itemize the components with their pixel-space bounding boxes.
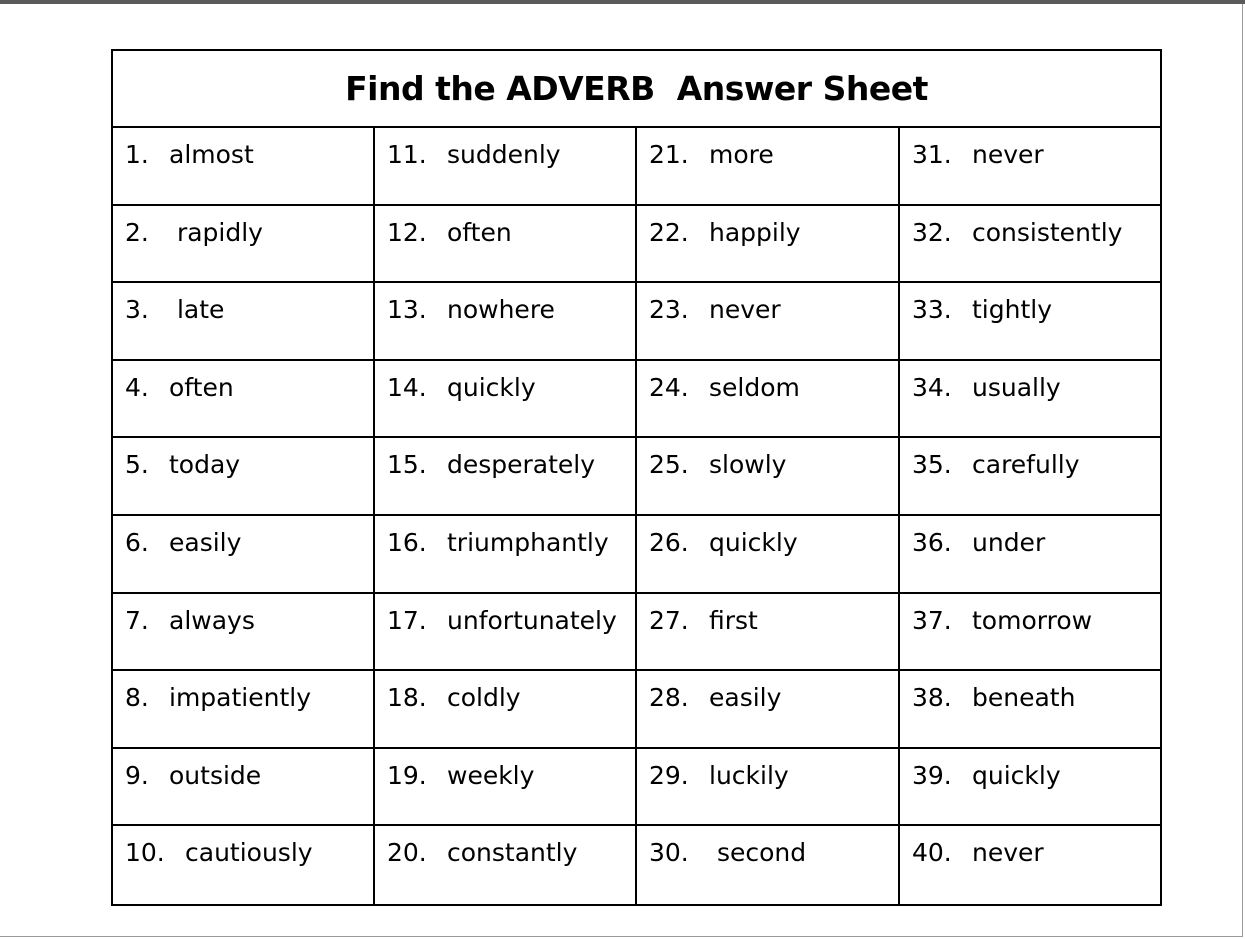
answer-number: 18. — [387, 683, 427, 713]
answer-cell — [900, 361, 1160, 439]
answer-number: 37. — [912, 605, 952, 635]
answer-cell — [637, 206, 900, 284]
answer-word: today — [169, 450, 241, 480]
answer-word: first — [709, 605, 758, 635]
answer-word: unfortunately — [447, 605, 617, 635]
answer-word: happily — [709, 217, 801, 247]
answer-number: 1. — [125, 140, 149, 169]
answer-number: 24. — [649, 372, 689, 402]
answer-number: 3. — [125, 295, 149, 325]
answer-cell — [375, 206, 637, 284]
answer-word: rapidly — [169, 217, 263, 247]
answer-cell — [113, 671, 375, 749]
answer-number: 15. — [387, 450, 427, 480]
answer-cell — [113, 438, 375, 516]
answer-number: 19. — [387, 760, 427, 790]
answer-word: impatiently — [169, 683, 312, 713]
answer-word: beneath — [972, 683, 1076, 713]
answer-number: 34. — [912, 372, 952, 402]
answer-word: quickly — [447, 372, 536, 402]
answer-word: outside — [169, 760, 262, 790]
answer-cell — [900, 283, 1160, 361]
answer-cell — [113, 826, 375, 904]
answer-cell — [637, 438, 900, 516]
answer-cell — [637, 128, 900, 206]
answer-word: quickly — [972, 760, 1061, 790]
answer-number: 26. — [649, 527, 689, 557]
answer-number: 2. — [125, 217, 149, 247]
answer-cell — [375, 594, 637, 672]
answer-cell — [375, 283, 637, 361]
answer-cell — [637, 283, 900, 361]
answer-cell — [637, 361, 900, 439]
answer-cell — [113, 128, 375, 206]
answer-number: 23. — [649, 295, 689, 325]
answer-number: 11. — [387, 140, 427, 169]
answer-word: never — [972, 140, 1044, 169]
answer-number: 33. — [912, 295, 952, 325]
answer-cell — [113, 749, 375, 827]
answer-cell — [375, 671, 637, 749]
answer-word: slowly — [709, 450, 787, 480]
answer-cell — [113, 594, 375, 672]
answer-word: nowhere — [447, 295, 555, 325]
answer-number: 20. — [387, 838, 427, 868]
answer-number: 32. — [912, 217, 952, 247]
answer-word: never — [709, 295, 781, 325]
answer-cell — [637, 826, 900, 904]
answer-number: 39. — [912, 760, 952, 790]
answer-cell — [375, 128, 637, 206]
answer-word: never — [972, 838, 1044, 868]
answer-cell — [375, 438, 637, 516]
answer-word: suddenly — [447, 140, 561, 169]
answer-cell — [900, 516, 1160, 594]
answer-word: tomorrow — [972, 605, 1093, 635]
title-row — [113, 51, 1160, 128]
answer-word: coldly — [447, 683, 521, 713]
answer-word: consistently — [972, 217, 1123, 247]
answer-number: 6. — [125, 527, 149, 557]
answer-word: quickly — [709, 527, 798, 557]
answer-number: 17. — [387, 605, 427, 635]
answer-word: often — [169, 372, 234, 402]
answer-word: constantly — [447, 838, 578, 868]
answer-word: second — [709, 838, 807, 868]
answer-word: more — [709, 140, 774, 169]
answer-cell — [375, 826, 637, 904]
answer-number: 36. — [912, 527, 952, 557]
answer-number: 22. — [649, 217, 689, 247]
answer-number: 21. — [649, 140, 689, 169]
answer-cell — [113, 361, 375, 439]
answer-cell — [637, 671, 900, 749]
answer-number: 31. — [912, 140, 952, 169]
answer-word: desperately — [447, 450, 596, 480]
answer-cell — [900, 438, 1160, 516]
answer-number: 9. — [125, 760, 149, 790]
answer-number: 14. — [387, 372, 427, 402]
answer-cell — [637, 594, 900, 672]
answer-number: 4. — [125, 372, 149, 402]
answer-cell — [900, 749, 1160, 827]
answer-cell — [113, 283, 375, 361]
answer-number: 38. — [912, 683, 952, 713]
answer-cell — [900, 594, 1160, 672]
answer-word: almost — [169, 140, 254, 169]
answer-word: triumphantly — [447, 527, 609, 557]
answer-word: cautiously — [185, 838, 313, 868]
answer-word: weekly — [447, 760, 535, 790]
answer-sheet-table — [111, 49, 1162, 906]
answer-number: 28. — [649, 683, 689, 713]
answer-word: usually — [972, 372, 1061, 402]
answer-number: 5. — [125, 450, 149, 480]
answer-number: 29. — [649, 760, 689, 790]
answer-word: late — [169, 295, 225, 325]
answer-number: 27. — [649, 605, 689, 635]
answer-cell — [637, 749, 900, 827]
answer-cell — [375, 749, 637, 827]
answer-cell — [113, 516, 375, 594]
answer-word: luckily — [709, 760, 789, 790]
answer-word: easily — [709, 683, 782, 713]
answer-cell — [375, 361, 637, 439]
answer-number: 8. — [125, 683, 149, 713]
answer-cell — [113, 206, 375, 284]
answer-number: 7. — [125, 605, 149, 635]
answer-number: 10. — [125, 838, 165, 868]
answer-number: 40. — [912, 838, 952, 868]
answer-number: 13. — [387, 295, 427, 325]
answer-word: under — [972, 527, 1046, 557]
answer-cell — [900, 206, 1160, 284]
answer-cell — [375, 516, 637, 594]
answer-number: 16. — [387, 527, 427, 557]
answer-cell — [900, 826, 1160, 904]
answer-number: 35. — [912, 450, 952, 480]
answer-cell — [900, 128, 1160, 206]
answer-cell — [900, 671, 1160, 749]
answer-grid — [113, 128, 1160, 904]
answer-number: 12. — [387, 217, 427, 247]
answer-word: seldom — [709, 372, 800, 402]
answer-word: always — [169, 605, 255, 635]
answer-number: 25. — [649, 450, 689, 480]
answer-cell — [637, 516, 900, 594]
answer-number: 30. — [649, 838, 689, 868]
answer-word: easily — [169, 527, 242, 557]
answer-word: carefully — [972, 450, 1080, 480]
answer-word: tightly — [972, 295, 1053, 325]
page-title: Find the ADVERB Answer Sheet — [345, 69, 928, 108]
answer-word: often — [447, 217, 512, 247]
